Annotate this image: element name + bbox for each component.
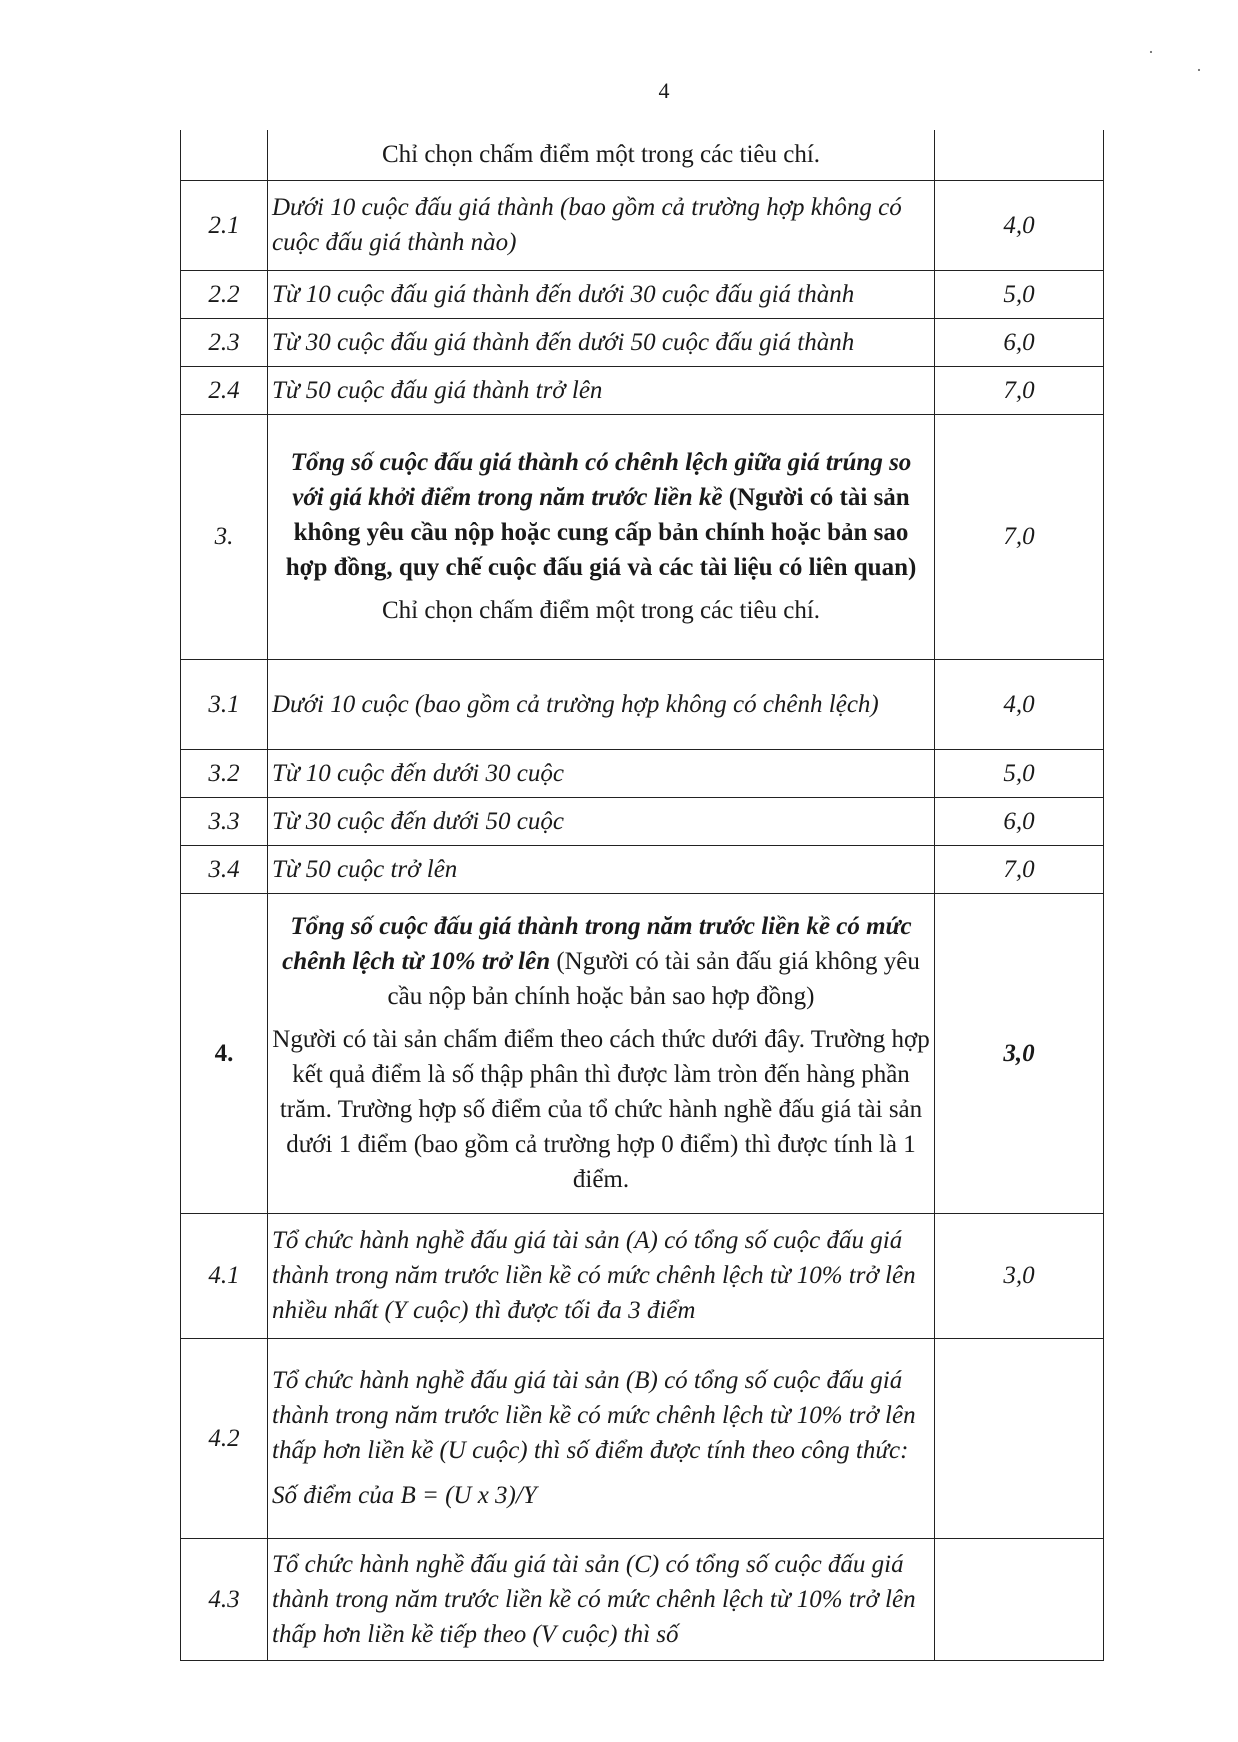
row-score: 7,0 bbox=[935, 845, 1104, 893]
criterion-title: Tổng số cuộc đấu giá thành trong năm trước liền kề có mức chênh lệch từ 10% trở lên bbox=[282, 913, 912, 975]
row-score: 7,0 bbox=[935, 366, 1104, 414]
row-number bbox=[181, 130, 268, 180]
row-description: Từ 10 cuộc đến dưới 30 cuộc bbox=[268, 749, 935, 797]
row-description: Chỉ chọn chấm điểm một trong các tiêu chí. bbox=[268, 130, 935, 180]
row-description: Từ 30 cuộc đấu giá thành đến dưới 50 cuộc đấu giá thành bbox=[268, 318, 935, 366]
row-score: 7,0 bbox=[935, 414, 1104, 659]
row-description: Tổ chức hành nghề đấu giá tài sản (C) có tổng số cuộc đấu giá thành trong năm trước liền kề có mức chênh lệch từ 10% trở lên thấp hơn liền kề tiếp theo (V cuộc) thì số bbox=[268, 1538, 935, 1660]
row-description bbox=[268, 1338, 935, 1538]
row-description bbox=[268, 893, 935, 1213]
table-row bbox=[181, 180, 1104, 270]
row-description: Dưới 10 cuộc (bao gồm cả trường hợp không có chênh lệch) bbox=[268, 659, 935, 749]
row-score bbox=[935, 1338, 1104, 1538]
table-row bbox=[181, 659, 1104, 749]
table-row bbox=[181, 797, 1104, 845]
table-row bbox=[181, 1538, 1104, 1660]
table-row bbox=[181, 318, 1104, 366]
row-description: Tổ chức hành nghề đấu giá tài sản (A) có tổng số cuộc đấu giá thành trong năm trước liền kề có mức chênh lệch từ 10% trở lên nhiều nhất (Y cuộc) thì được tối đa 3 điểm bbox=[268, 1213, 935, 1338]
row-number: 3.2 bbox=[181, 749, 268, 797]
row-description: Từ 50 cuộc đấu giá thành trở lên bbox=[268, 366, 935, 414]
table-row bbox=[181, 845, 1104, 893]
table-row bbox=[181, 893, 1104, 1213]
row-number: 2.3 bbox=[181, 318, 268, 366]
row-description: Từ 10 cuộc đấu giá thành đến dưới 30 cuộc đấu giá thành bbox=[268, 270, 935, 318]
row-score: 3,0 bbox=[935, 1213, 1104, 1338]
table-row bbox=[181, 1213, 1104, 1338]
row-number: 4.1 bbox=[181, 1213, 268, 1338]
table-row bbox=[181, 130, 1104, 180]
row-score: 4,0 bbox=[935, 659, 1104, 749]
row-number: 2.4 bbox=[181, 366, 268, 414]
criterion-note: Chỉ chọn chấm điểm một trong các tiêu chí. bbox=[381, 597, 821, 624]
row-score: 6,0 bbox=[935, 797, 1104, 845]
scan-mark: · bbox=[1196, 60, 1202, 80]
row-number: 3.1 bbox=[181, 659, 268, 749]
row-score bbox=[935, 130, 1104, 180]
scan-mark: · bbox=[1148, 42, 1154, 62]
row-number: 3.3 bbox=[181, 797, 268, 845]
row-number: 3.4 bbox=[181, 845, 268, 893]
row-score bbox=[935, 1538, 1104, 1660]
criterion-condition: (Người có tài sản không yêu cầu nộp hoặc cung cấp bản chính hoặc bản sao hợp đồng, quy chế cuộc đấu giá và các tài liệu có liên quan) bbox=[285, 484, 917, 581]
criterion-condition: (Người có tài sản đấu giá không yêu cầu nộp bản chính hoặc bản sao hợp đồng) bbox=[387, 948, 920, 1010]
row-score: 3,0 bbox=[935, 893, 1104, 1213]
scoring-criteria-table bbox=[180, 130, 1104, 1661]
page-number: 4 bbox=[658, 78, 670, 103]
row-description: Dưới 10 cuộc đấu giá thành (bao gồm cả trường hợp không có cuộc đấu giá thành nào) bbox=[268, 180, 935, 270]
table-row bbox=[181, 366, 1104, 414]
criterion-title: Tổng số cuộc đấu giá thành có chênh lệch giữa giá trúng so với giá khởi điểm trong năm trước liền kề bbox=[290, 449, 912, 511]
row-number: 2.2 bbox=[181, 270, 268, 318]
row-number: 4.2 bbox=[181, 1338, 268, 1538]
row-number: 3. bbox=[181, 414, 268, 659]
row-number: 4. bbox=[181, 893, 268, 1213]
score-formula: Số điểm của B = (U x 3)/Y bbox=[272, 1482, 537, 1509]
row-number: 2.1 bbox=[181, 180, 268, 270]
table-row bbox=[181, 414, 1104, 659]
row-score: 5,0 bbox=[935, 749, 1104, 797]
table-row bbox=[181, 270, 1104, 318]
criterion-note: Người có tài sản chấm điểm theo cách thức dưới đây. Trường hợp kết quả điểm là số thập phân thì được làm tròn đến hàng phần trăm. Trường hợp số điểm của tổ chức hành nghề đấu giá tài sản dưới 1 điểm (bao gồm cả trường hợp 0 điểm) thì được tính là 1 điểm. bbox=[272, 1026, 930, 1193]
table-row bbox=[181, 1338, 1104, 1538]
row-score: 5,0 bbox=[935, 270, 1104, 318]
row-score: 6,0 bbox=[935, 318, 1104, 366]
row-description: Từ 30 cuộc đến dưới 50 cuộc bbox=[268, 797, 935, 845]
row-description bbox=[268, 414, 935, 659]
row-description: Từ 50 cuộc trở lên bbox=[268, 845, 935, 893]
table-row bbox=[181, 749, 1104, 797]
row-score: 4,0 bbox=[935, 180, 1104, 270]
row-number: 4.3 bbox=[181, 1538, 268, 1660]
criterion-text: Tổ chức hành nghề đấu giá tài sản (B) có tổng số cuộc đấu giá thành trong năm trước liền kề có mức chênh lệch từ 10% trở lên thấp hơn liền kề (U cuộc) thì số điểm được tính theo công thức: bbox=[272, 1367, 916, 1464]
